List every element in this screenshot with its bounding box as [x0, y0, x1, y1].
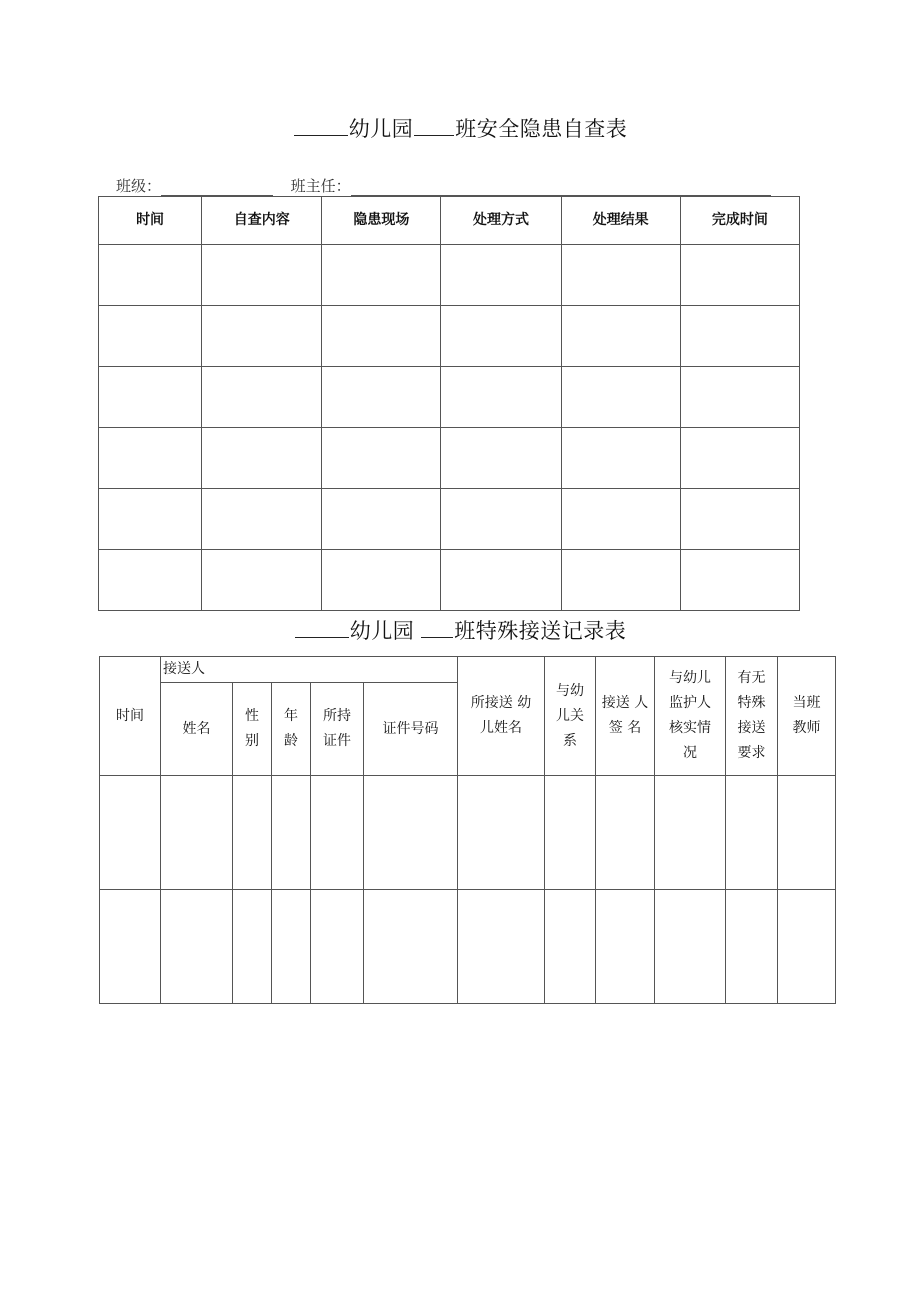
table-cell[interactable]	[596, 776, 655, 890]
table-row	[100, 890, 836, 1004]
table-cell[interactable]	[545, 890, 596, 1004]
table-cell[interactable]	[322, 367, 441, 428]
table-cell[interactable]	[596, 890, 655, 1004]
header-line: 教师	[792, 720, 821, 736]
class-name-blank[interactable]	[414, 134, 454, 136]
table-row	[99, 245, 800, 306]
title-text-kindergarten: 幼儿园	[349, 619, 415, 643]
header-line: 所接送 幼	[470, 695, 532, 711]
table-cell[interactable]	[441, 306, 561, 367]
title-text-kindergarten: 幼儿园	[348, 117, 414, 141]
form1-title	[0, 113, 920, 143]
col-name: 姓名	[161, 683, 233, 776]
col-verify	[655, 657, 726, 776]
header-line: 特殊	[737, 695, 766, 711]
header-line: 与幼儿	[669, 670, 711, 686]
class-info-line	[116, 175, 771, 196]
header-line: 儿姓名	[480, 720, 522, 736]
table-cell[interactable]	[441, 550, 561, 611]
header-line: 况	[683, 745, 697, 761]
table-cell[interactable]	[726, 890, 778, 1004]
kindergarten-name-blank[interactable]	[295, 636, 349, 638]
table-cell[interactable]	[680, 245, 799, 306]
special-pickup-table	[99, 656, 836, 1004]
header-line: 要求	[737, 745, 766, 761]
table-cell[interactable]	[322, 245, 441, 306]
table-header-cell: 处理方式	[441, 197, 561, 245]
table-cell[interactable]	[161, 776, 233, 890]
col-child-name	[458, 657, 545, 776]
table-cell[interactable]	[99, 367, 202, 428]
teacher-field[interactable]	[351, 179, 771, 196]
table-header-cell: 完成时间	[680, 197, 799, 245]
table-header-cell: 隐患现场	[322, 197, 441, 245]
table-cell[interactable]	[322, 428, 441, 489]
header-line: 监护人	[669, 695, 711, 711]
header-line: 系	[563, 732, 577, 749]
form2-title	[0, 615, 920, 645]
table-cell[interactable]	[655, 890, 726, 1004]
table-cell[interactable]	[726, 776, 778, 890]
table-cell[interactable]	[561, 428, 680, 489]
table-cell[interactable]	[441, 245, 561, 306]
table-row	[99, 489, 800, 550]
table-cell[interactable]	[778, 890, 836, 1004]
table-row	[99, 550, 800, 611]
teacher-label: 班主任：	[290, 177, 351, 195]
table-row	[99, 428, 800, 489]
table-cell[interactable]	[100, 890, 161, 1004]
class-name-blank[interactable]	[421, 636, 453, 638]
table-cell[interactable]	[311, 890, 364, 1004]
table-cell[interactable]	[100, 776, 161, 890]
table-cell[interactable]	[202, 489, 322, 550]
table-cell[interactable]	[441, 428, 561, 489]
table-cell[interactable]	[202, 428, 322, 489]
title-text-form-name: 班特殊接送记录表	[454, 619, 627, 643]
table-cell[interactable]	[561, 489, 680, 550]
table-cell[interactable]	[680, 489, 799, 550]
table-cell[interactable]	[161, 890, 233, 1004]
table-cell[interactable]	[545, 776, 596, 890]
col-relation	[545, 657, 596, 776]
table-header-cell: 处理结果	[561, 197, 680, 245]
table-cell[interactable]	[364, 890, 458, 1004]
kindergarten-name-blank[interactable]	[294, 134, 348, 136]
table-cell[interactable]	[441, 489, 561, 550]
header-line: 龄	[284, 733, 298, 749]
header-line: 所持	[323, 708, 351, 724]
table-cell[interactable]	[311, 776, 364, 890]
header-line: 儿关	[556, 707, 584, 724]
table-cell[interactable]	[680, 428, 799, 489]
table-row	[99, 306, 800, 367]
header-line: 接送 人	[601, 695, 649, 711]
table-cell[interactable]	[202, 306, 322, 367]
table-cell[interactable]	[99, 428, 202, 489]
table-cell[interactable]	[99, 550, 202, 611]
table-cell[interactable]	[272, 890, 311, 1004]
table-cell[interactable]	[655, 776, 726, 890]
table-cell[interactable]	[561, 367, 680, 428]
header-line: 签 名	[608, 720, 642, 736]
table-row	[100, 776, 836, 890]
header-line: 别	[245, 733, 259, 749]
table-cell[interactable]	[561, 245, 680, 306]
table-cell[interactable]	[778, 776, 836, 890]
table-cell[interactable]	[561, 550, 680, 611]
col-signature	[596, 657, 655, 776]
col-teacher	[778, 657, 836, 776]
table-cell[interactable]	[441, 367, 561, 428]
table-cell[interactable]	[680, 550, 799, 611]
table-cell[interactable]	[680, 306, 799, 367]
table-cell[interactable]	[272, 776, 311, 890]
table-cell[interactable]	[680, 367, 799, 428]
title-text-form-name: 班安全隐患自查表	[455, 117, 628, 141]
header-line: 与幼	[556, 682, 584, 699]
table-cell[interactable]	[99, 489, 202, 550]
table-cell[interactable]	[99, 245, 202, 306]
table-cell[interactable]	[458, 890, 545, 1004]
header-line: 性	[245, 708, 259, 724]
group-pickup-person: 接送人	[161, 657, 458, 683]
table-cell[interactable]	[561, 306, 680, 367]
table-cell[interactable]	[458, 776, 545, 890]
table-cell[interactable]	[364, 776, 458, 890]
col-id-number: 证件号码	[364, 683, 458, 776]
class-label: 班级：	[116, 177, 162, 195]
header-line: 核实情	[669, 720, 711, 736]
safety-check-table	[98, 196, 800, 611]
table-cell[interactable]	[322, 306, 441, 367]
table-cell[interactable]	[322, 550, 441, 611]
header-line: 有无	[737, 670, 766, 686]
table-row	[99, 367, 800, 428]
table-cell[interactable]	[233, 890, 272, 1004]
table-cell[interactable]	[202, 245, 322, 306]
col-age	[272, 683, 311, 776]
table-cell[interactable]	[322, 489, 441, 550]
col-special-request	[726, 657, 778, 776]
table-header-cell: 时间	[99, 197, 202, 245]
table-cell[interactable]	[233, 776, 272, 890]
header-line: 年	[284, 708, 298, 724]
class-field[interactable]	[161, 179, 273, 196]
table-header-row	[99, 197, 800, 245]
col-id-type	[311, 683, 364, 776]
header-line: 当班	[792, 695, 821, 711]
col-gender	[233, 683, 272, 776]
table-cell[interactable]	[99, 306, 202, 367]
header-line: 证件	[323, 733, 351, 749]
table-header-cell: 自查内容	[202, 197, 322, 245]
header-line: 接送	[737, 720, 766, 736]
table-cell[interactable]	[202, 367, 322, 428]
col-time: 时间	[100, 657, 161, 776]
table-cell[interactable]	[202, 550, 322, 611]
